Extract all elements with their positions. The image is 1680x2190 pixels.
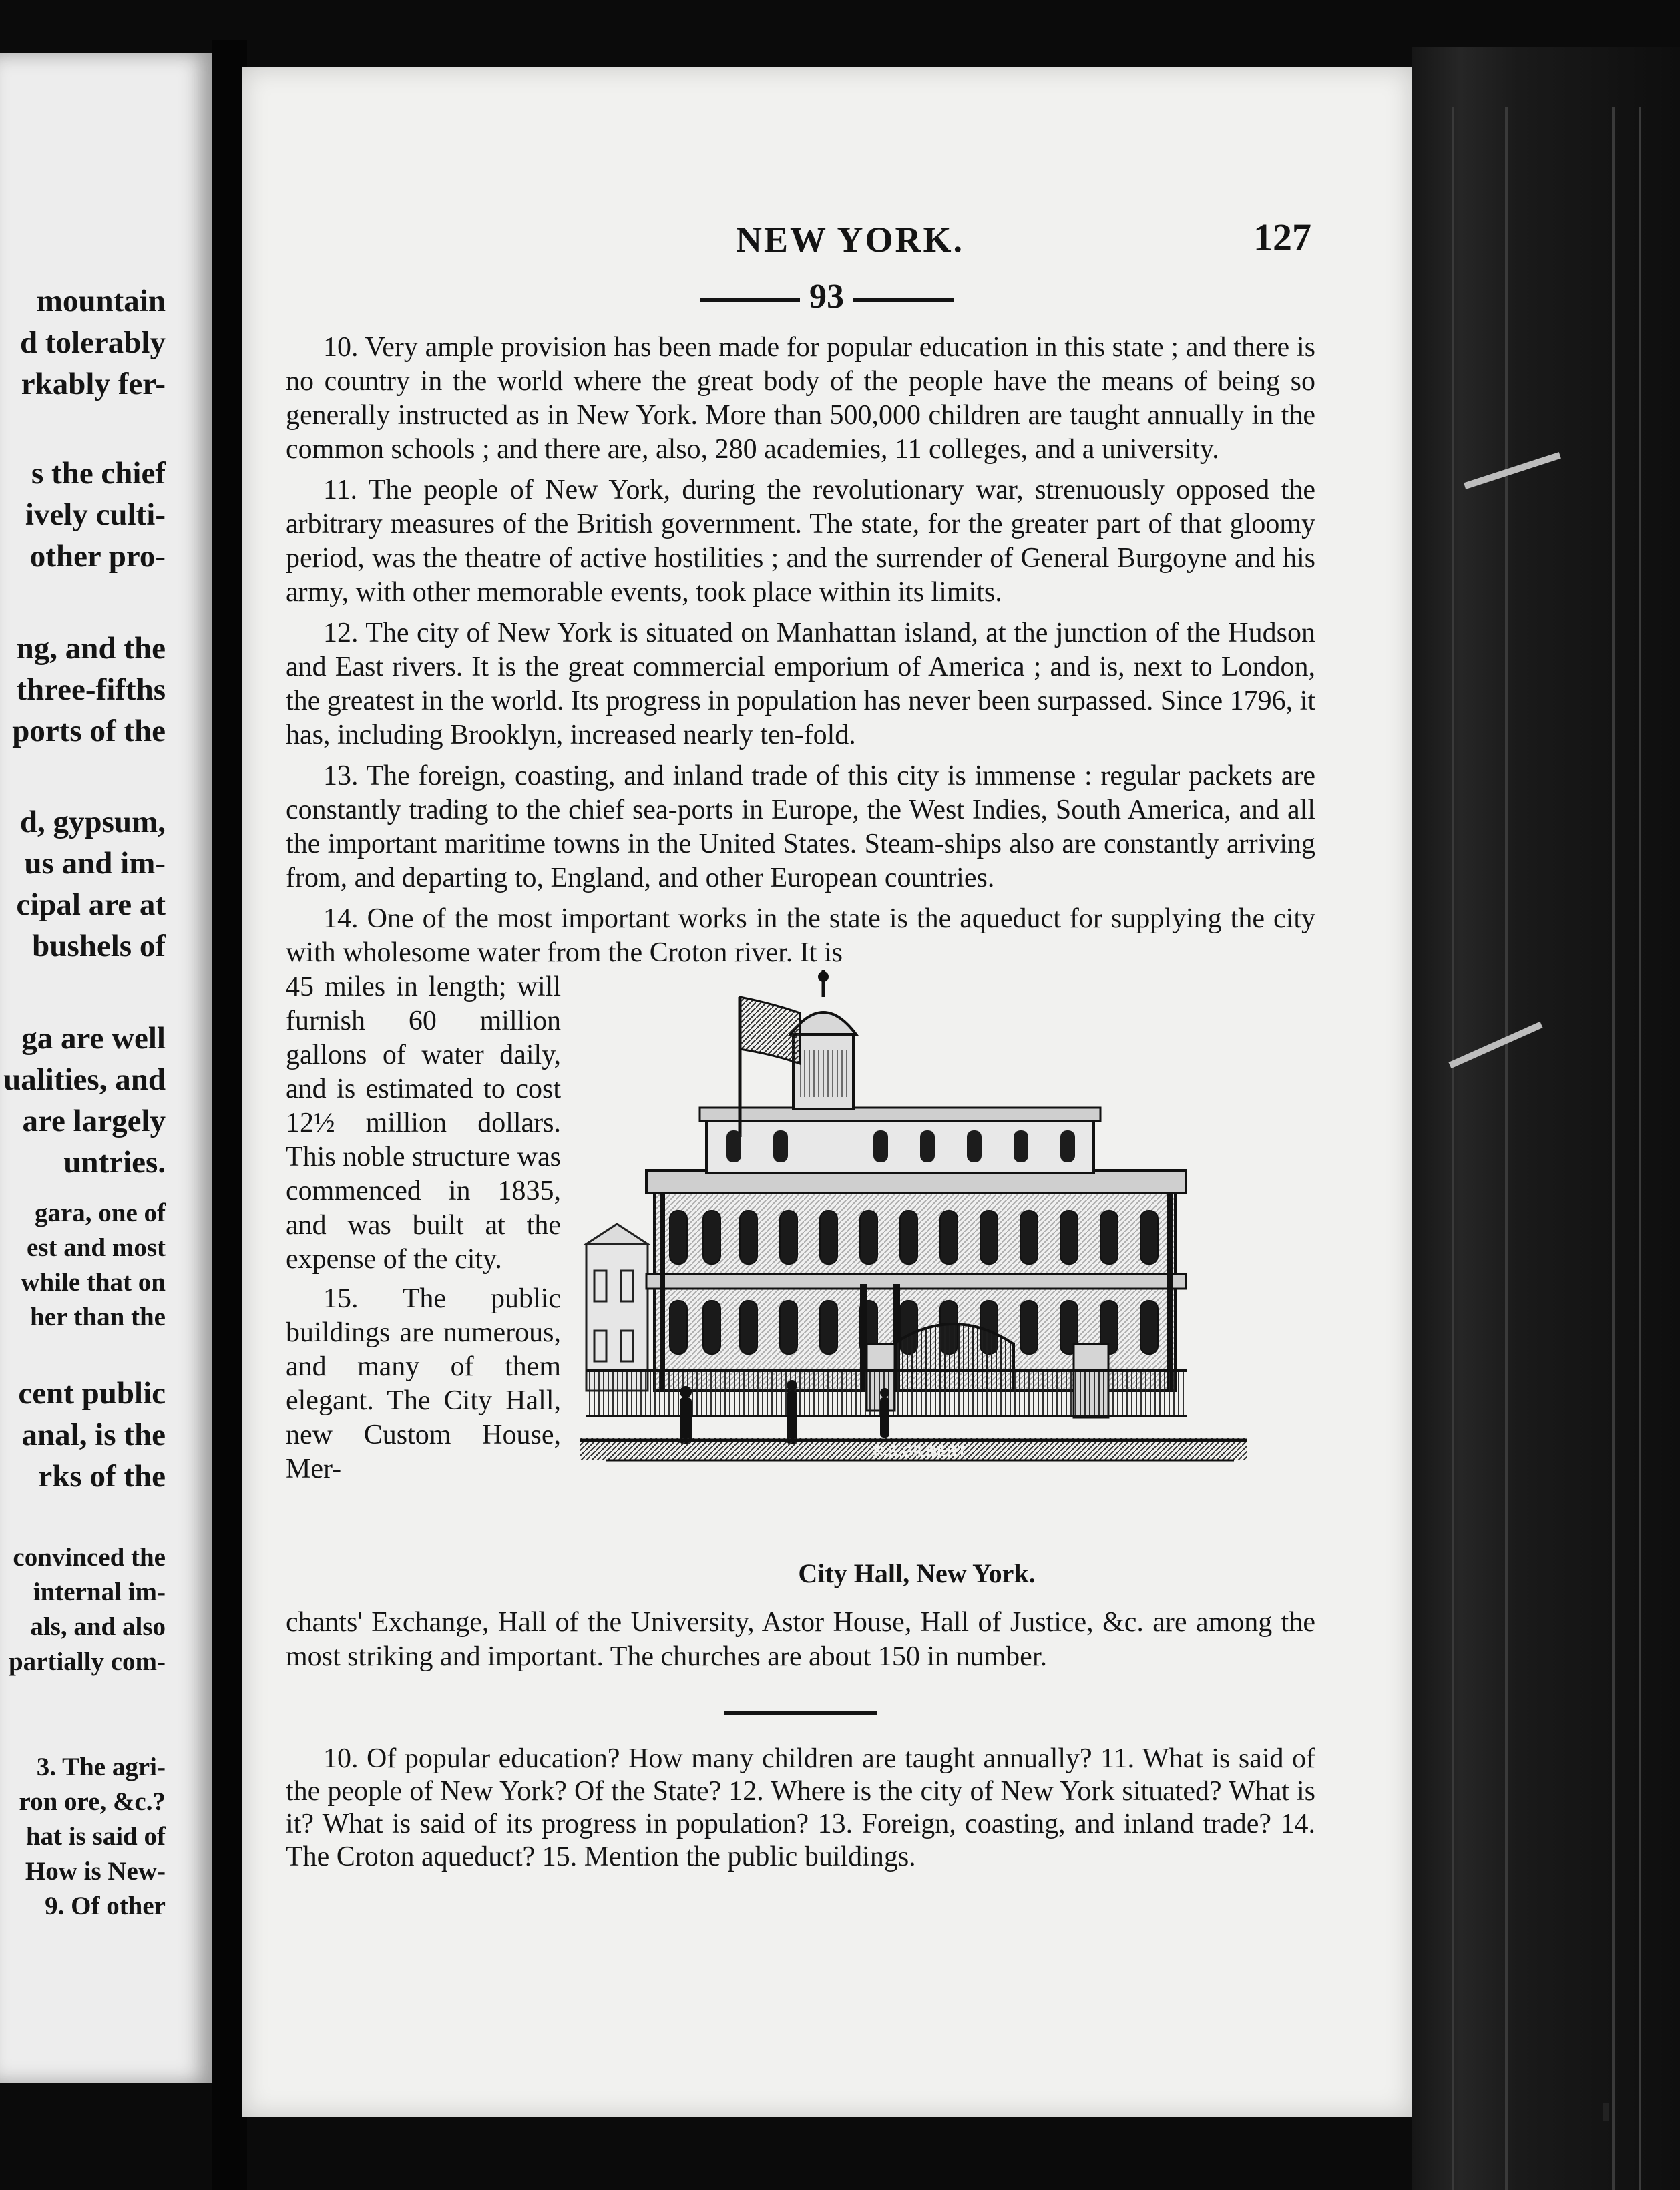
left-line: How is New- — [25, 1857, 166, 1886]
left-line: 3. The agri- — [36, 1753, 166, 1781]
left-line: mountain — [36, 284, 166, 318]
paragraph-text: One of the most important works in the state is the aqueduct for supplying the city with wholesome water from the Croton river. It is — [286, 903, 1316, 968]
book-page — [242, 67, 1412, 2117]
paragraph-15 — [286, 1282, 561, 1486]
paragraph-number: 15. — [323, 1283, 359, 1314]
section-rule-left — [700, 298, 800, 302]
left-line: ively culti- — [25, 497, 166, 532]
figure-wrap-text — [286, 970, 561, 1486]
left-line: convinced the — [13, 1543, 166, 1572]
left-line: other pro- — [29, 539, 166, 574]
paragraph-text: The people of New York, during the revolutionary war, strenuously opposed the arbitrary measures of the British government. The state, for the greater part of that gloomy period, was the theatre of active hostilities ; and the surrender of General Burgoyne and his army, with other memorable events, took place within its limits. — [286, 475, 1315, 608]
body-text — [286, 331, 1315, 1874]
left-line: are largely — [22, 1104, 166, 1138]
review-questions — [286, 1743, 1315, 1874]
paragraph-13 — [286, 759, 1315, 895]
left-line: while that on — [21, 1268, 166, 1297]
left-line: rkably fer- — [21, 367, 166, 401]
paragraph-text: The city of New York is situated on Manhattan island, at the junction of the Hudson and East rivers. It is the great commercial emporium of America ; and is, next to London, the greatest in the world. Its progress in population has never been surpassed. Since 1796, it has, including Brooklyn, increased nearly ten-fold. — [286, 618, 1315, 750]
left-line: partially com- — [8, 1647, 166, 1676]
paragraph-number: 14. — [323, 903, 359, 934]
figure-caption: City Hall, New York. — [798, 1558, 1036, 1588]
figure-block — [286, 970, 1315, 1638]
page-speck — [1603, 2103, 1609, 2121]
left-line: 9. Of other — [45, 1892, 166, 1920]
left-line: three-fifths — [16, 672, 166, 707]
left-line: her than the — [30, 1303, 166, 1331]
left-line: als, and also — [30, 1612, 166, 1641]
section-mark — [242, 277, 1412, 316]
left-line: ualities, and — [3, 1062, 166, 1097]
left-line: ng, and the — [16, 631, 166, 666]
paragraph-10 — [286, 331, 1315, 467]
paragraph-12 — [286, 616, 1315, 752]
left-line: ports of the — [12, 714, 166, 748]
left-line: rks of the — [38, 1459, 166, 1494]
left-page-text — [0, 53, 166, 2083]
left-line: hat is said of — [25, 1822, 166, 1851]
paragraph-14 — [286, 902, 1315, 970]
paragraph-14-continued: 45 miles in length; will furnish 60 million gallons of water daily, and is estimated to cost 12½ million dollars. This noble structure was commenced in 1835, and was built at the expense of the city. — [286, 971, 561, 1275]
paragraph-text: Very ample provision has been made for popular education in this state ; and there is no country in the world where the great body of the people have the means of being so generally instructed as in New York. More than 500,000 children are taught annually in the common schools ; and there are, also, 280 academies, 11 colleges, and a university. — [286, 332, 1315, 465]
left-page — [0, 53, 212, 2083]
paragraph-number: 13. — [323, 760, 359, 791]
paragraph-number: 12. — [323, 618, 359, 648]
paragraph-number: 10. — [323, 332, 359, 363]
left-line: d, gypsum, — [19, 805, 166, 839]
engraver-signature: R.S.GILBERT — [873, 1443, 967, 1460]
city-hall-engraving — [580, 970, 1314, 1598]
paragraph-11 — [286, 473, 1315, 610]
section-rule-right — [853, 298, 954, 302]
left-line: ron ore, &c.? — [19, 1787, 166, 1816]
page-number: 127 — [1253, 216, 1311, 259]
running-title: NEW YORK. — [735, 220, 965, 260]
left-line: est and most — [26, 1233, 166, 1262]
left-line: ga are well — [21, 1021, 166, 1056]
left-line: d tolerably — [19, 325, 166, 360]
left-line: bushels of — [32, 929, 166, 963]
left-line: gara, one of — [34, 1198, 166, 1227]
left-line: us and im- — [24, 846, 166, 881]
left-line: s the chief — [31, 456, 166, 491]
paragraph-number: 11. — [323, 475, 357, 505]
paragraph-15-continued: chants' Exchange, Hall of the University, Astor House, Hall of Justice, &c. are among the most striking and important. The churches are about 150 in number. — [286, 1607, 1315, 1672]
paragraph-text: The foreign, coasting, and inland trade of this city is immense : regular packets are constantly trading to the chief sea-ports in Europe, the West Indies, South America, and all the important maritime towns in the United States. Steam-ships also are constantly arriving from, and departing to, England, and other European countries. — [286, 760, 1315, 893]
book-edge — [1412, 47, 1680, 2190]
left-line: untries. — [63, 1145, 166, 1180]
left-line: cent public — [18, 1376, 166, 1411]
section-divider — [724, 1711, 877, 1715]
paragraph-text: The public buildings are numerous, and many of them elegant. The City Hall, new Custom House, Mer- — [286, 1283, 561, 1484]
section-number: 93 — [809, 278, 844, 316]
questions-text: 10. Of popular education? How many children are taught annually? 11. What is said of the people of New York? Of the State? 12. Where is the city of New York situated? What is it? What is said of its progress in population? 13. Foreign, coasting, and inland trade? 14. The Croton aqueduct? 15. Mention the public buildings. — [286, 1743, 1315, 1872]
left-line: anal, is the — [21, 1417, 166, 1452]
engraving-image — [580, 970, 1254, 1544]
left-line: internal im- — [33, 1578, 166, 1606]
left-line: cipal are at — [16, 887, 166, 922]
